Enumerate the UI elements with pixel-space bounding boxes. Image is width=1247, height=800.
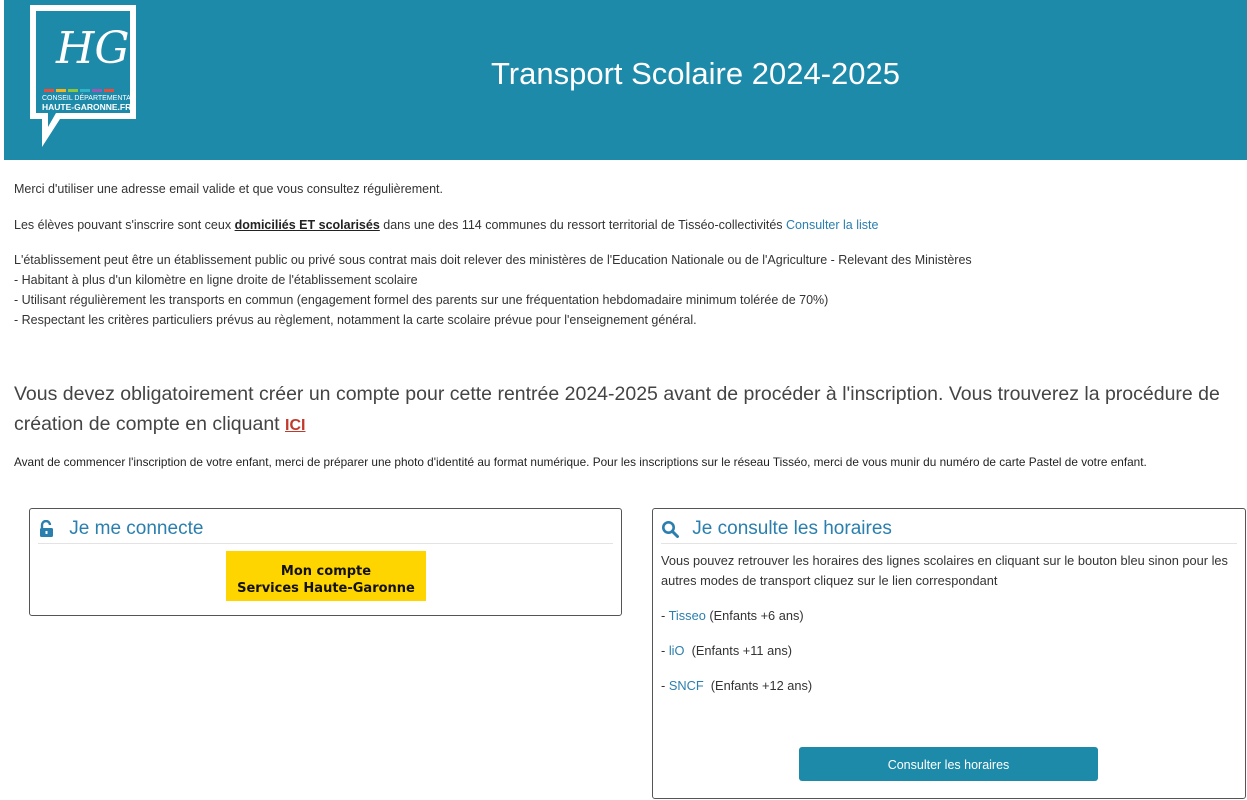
login-panel-header [38,515,613,544]
list-prefix: - [661,678,669,693]
list-item [661,641,1235,661]
tisseo-link[interactable]: Tisseo [668,608,706,623]
conditions-block [14,250,972,330]
login-panel [29,508,622,616]
account-notice [14,379,1239,441]
list-note: (Enfants +6 ans) [705,608,804,623]
schedule-panel-header [661,515,1237,544]
eligibility-bold: domiciliés ET scolarisés [234,218,380,232]
my-account-button-line1: Mon compte [280,563,372,579]
schedule-panel [652,508,1246,799]
page-title: Transport Scolaire 2024-2025 [491,56,900,91]
list-item [661,676,1235,696]
account-notice-text: Vous devez obligatoirement créer un compte pour cette rentrée 2024-2025 avant de procéder à l'inscription. Vous trouverez la procédure de création de compte en cliquant [14,383,1220,435]
consult-schedules-button[interactable]: Consulter les horaires [799,747,1098,781]
list-item [661,606,1235,626]
list-prefix: - [661,643,669,658]
account-procedure-link[interactable]: ICI [285,417,306,434]
svg-text:HAUTE-GARONNE.FR: HAUTE-GARONNE.FR [42,102,132,112]
list-note: (Enfants +12 ans) [703,678,813,693]
my-account-button-line2: Services Haute-Garonne [237,580,415,596]
condition-line: L'établissement peut être un établissement public ou privé sous contrat mais doit relever des ministères de l'Education Nationale ou de l'Agriculture - Relevant des Ministères [14,253,972,267]
condition-line: - Respectant les critères particuliers prévus au règlement, notamment la carte scolaire prévue pour l'enseignement général. [14,313,697,327]
condition-line: - Habitant à plus d'un kilomètre en ligne droite de l'établissement scolaire [14,273,418,287]
eligibility-after: dans une des 114 communes du ressort territorial de Tisséo-collectivités [383,218,783,232]
consult-list-link[interactable]: Consulter la liste [786,218,879,232]
my-account-button[interactable] [226,551,426,601]
condition-line: - Utilisant régulièrement les transports en commun (engagement formel des parents sur une fréquentation hebdomadaire minimum tolérée de 70%) [14,293,829,307]
list-note: (Enfants +11 ans) [684,643,792,658]
eligibility-before: Les élèves pouvant s'inscrire sont ceux [14,218,232,232]
unlock-icon [38,520,56,538]
eligibility-text [14,215,878,235]
sncf-link[interactable]: SNCF [668,678,704,693]
search-icon [661,520,679,538]
login-panel-title: Je me connecte [69,518,204,539]
list-prefix: - [661,608,669,623]
page-header [4,0,1247,160]
email-notice: Merci d'utiliser une adresse email valide et que vous consultez régulièrement. [14,182,443,196]
schedule-panel-title: Je consulte les horaires [692,518,892,539]
schedule-description: Vous pouvez retrouver les horaires des lignes scolaires en cliquant sur le bouton bleu sinon pour les autres modes de transport cliquez sur le lien correspondant [661,553,1228,588]
lio-link[interactable]: liO [668,643,685,658]
photo-notice: Avant de commencer l'inscription de votre enfant, merci de préparer une photo d'identité au format numérique. Pour les inscriptions sur le réseau Tisséo, merci de vous munir du numéro de carte Pastel de votre enfant. [14,455,1147,469]
svg-text:HG: HG [56,23,130,74]
svg-text:CONSEIL DÉPARTEMENTAL: CONSEIL DÉPARTEMENTAL [42,95,135,102]
